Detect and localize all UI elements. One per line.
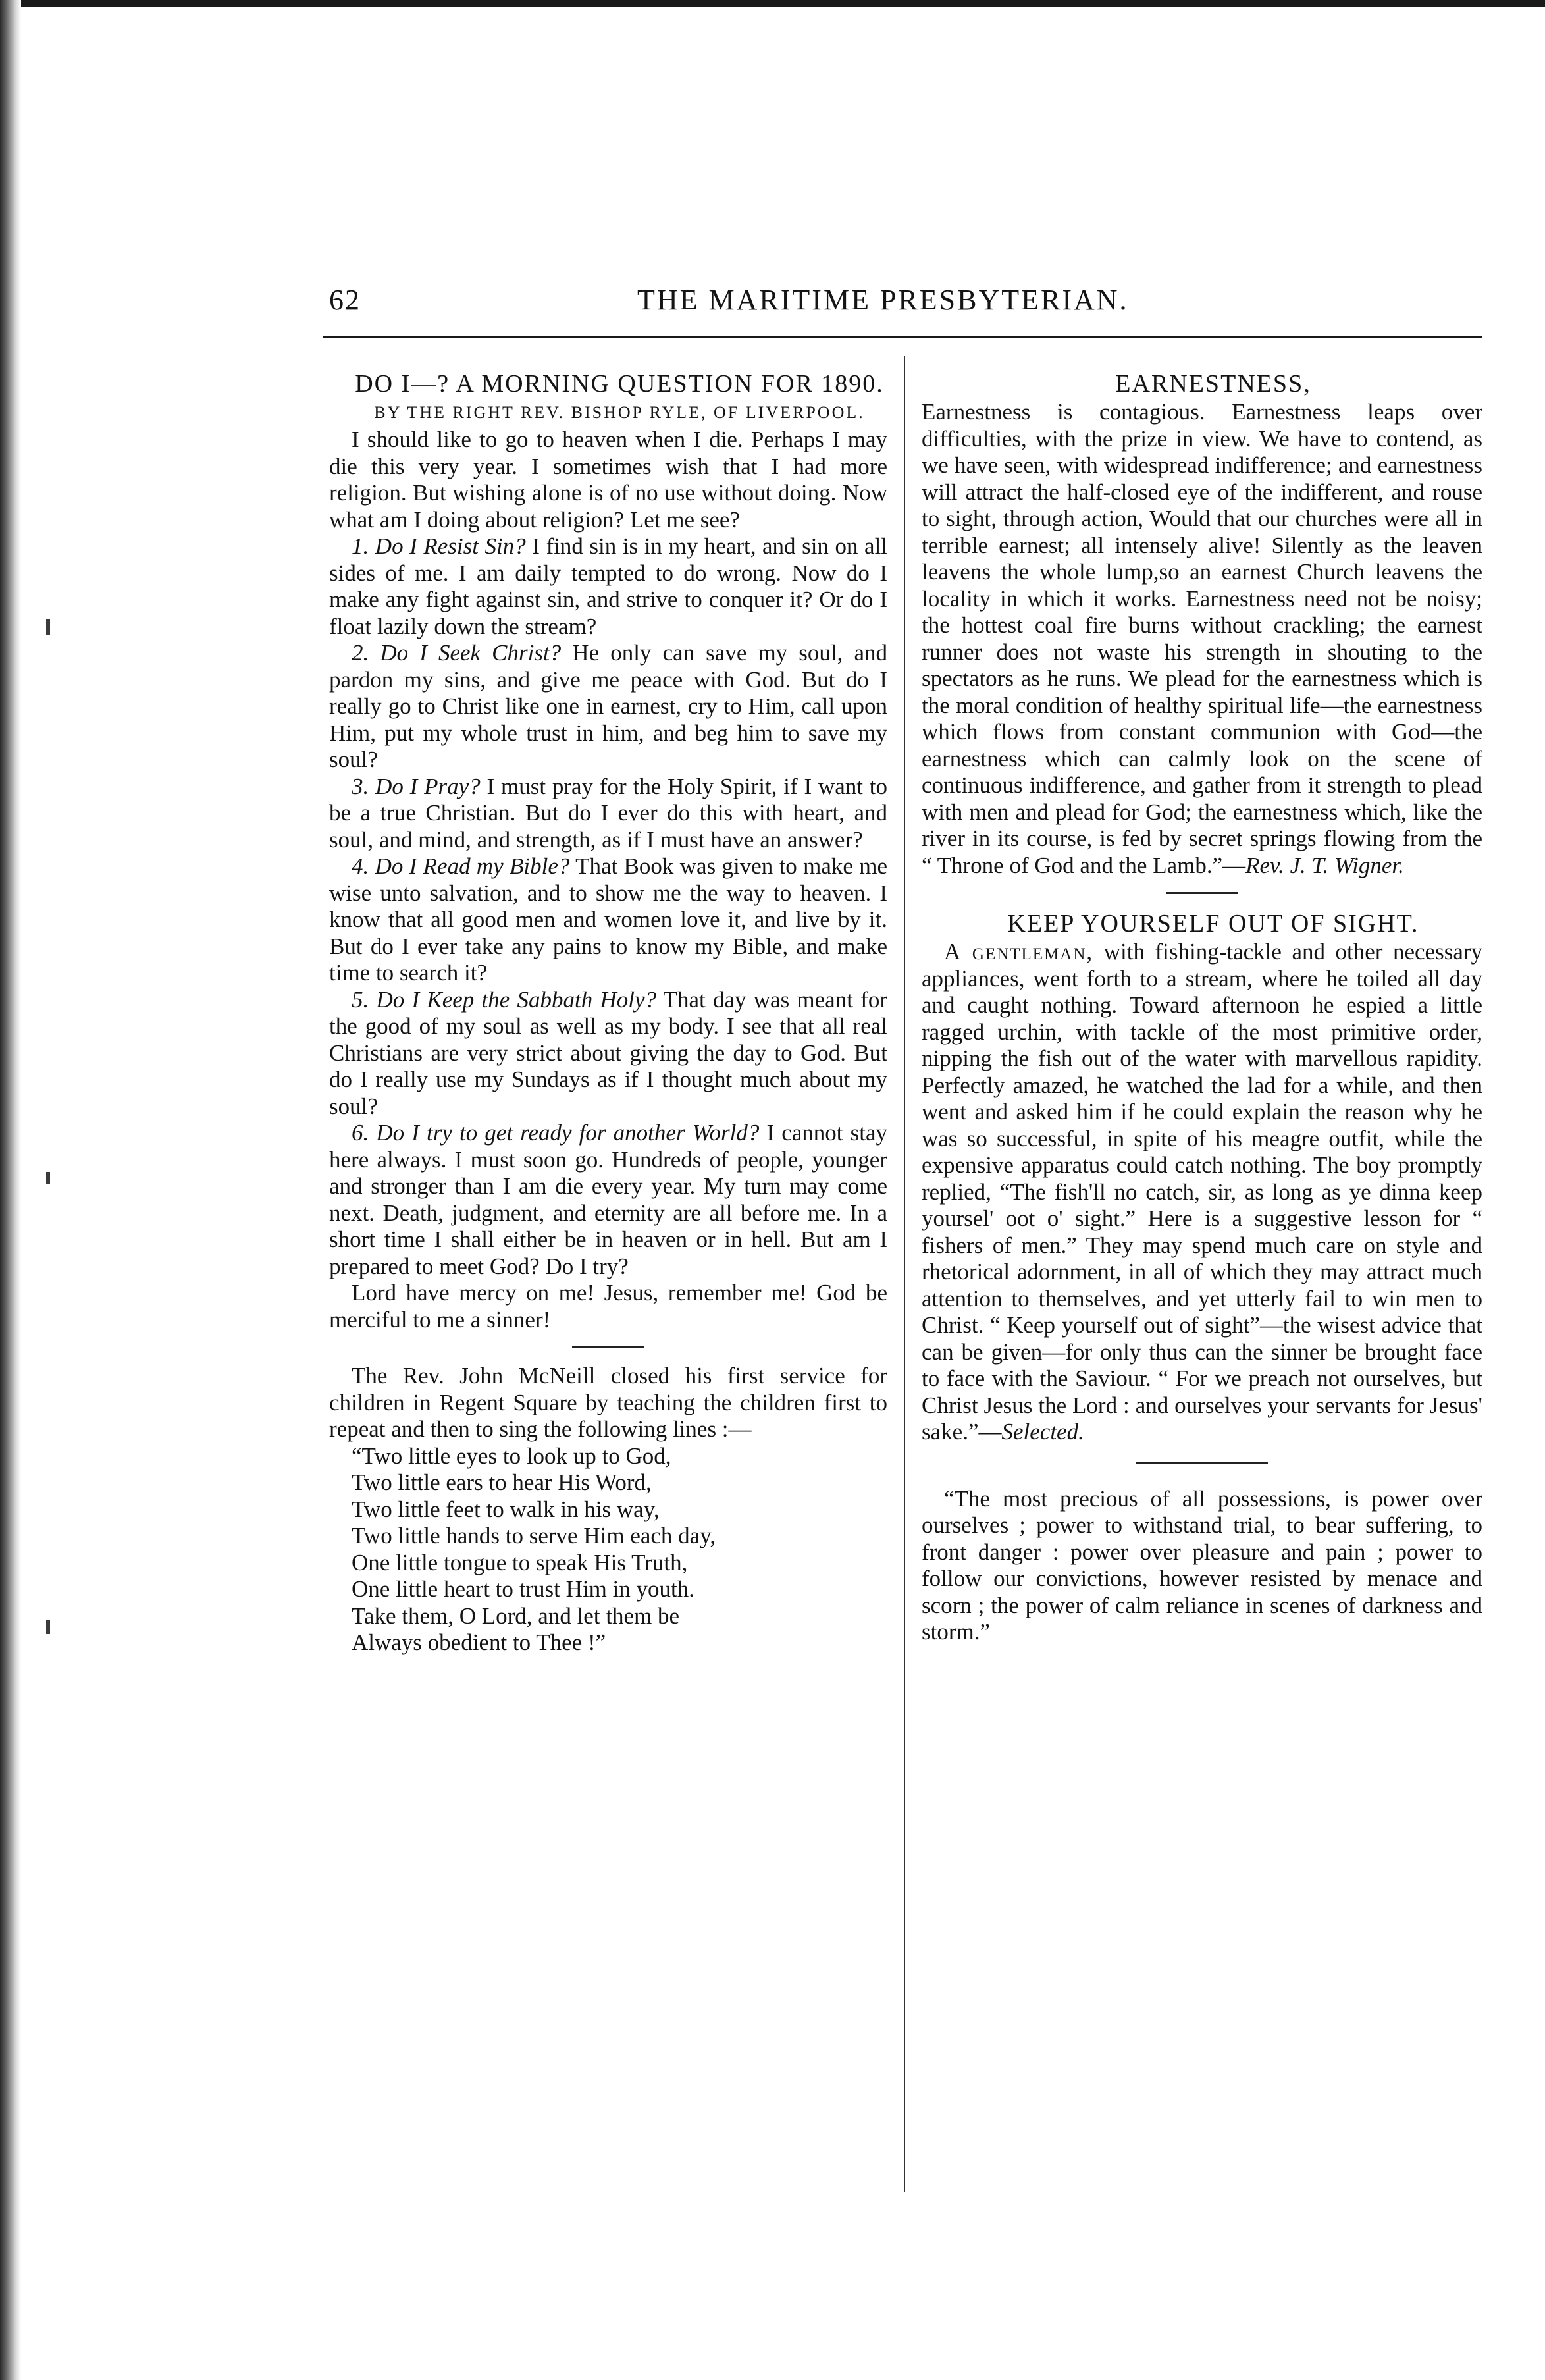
- article-byline: BY THE RIGHT REV. BISHOP RYLE, OF LIVERPOOL.: [374, 403, 865, 422]
- question-heading: 1. Do I Resist Sin?: [352, 533, 526, 559]
- left-column: [329, 369, 887, 1656]
- scan-speck: [46, 619, 50, 635]
- article-attribution: Rev. J. T. Wigner.: [1245, 852, 1404, 878]
- section-separator: [1166, 892, 1238, 894]
- question-heading: 5. Do I Keep the Sabbath Holy?: [352, 986, 657, 1013]
- question-text: I must pray for the Holy Spirit, if I want to be a true Christian. But do I ever do this with heart, and soul, and mind, and strength, as if I must have an answer?: [329, 773, 888, 853]
- question-item: [329, 640, 887, 774]
- question-item: [329, 1120, 887, 1280]
- question-item: [329, 774, 887, 854]
- poem-line: Take them, O Lord, and let them be: [352, 1602, 680, 1629]
- article-body: Earnestness is contagious. Earnestness leaps over difficulties, with the prize in view. We have to contend, as we have seen, with widespread indifference; and earnestness will attract the half-closed eye of the indifferent, and rouse to sight, through action, Would that our churches were all in terrible earnest; all intensely alive! Silently as the leaven leavens the whole lump,so an earnest Church leavens the locality in which it works. Earnestness need not be noisy; the hottest coal fire burns without crackling; the earnest runner does not waste his strength in shouting to the spectators as he runs. We plead for the earnestness which is the moral condition of healthy spiritual life—the earnestness which flows from constant communion with God—the earnestness which can calmly look on the scene of continuous indifference, and gather from it strength to plead with men and plead for God; the earnestness which, like the river in its course, is fed by secret springs flowing from the “ Throne of God and the Lamb.”—: [922, 399, 1482, 878]
- article-body: with fishing-tackle and other necessary appliances, went forth to a stream, where he toiled all day and caught nothing. Toward afternoon he espied a little ragged urchin, with tackle of the most primitive order, nipping the fish out of the water with marvellous rapidity. Perfectly amazed, he watched the lad for a while, and then went and asked him if he could explain the reason why he was so successful, in spite of his meagre outfit, while the expensive apparatus could catch nothing. The boy promptly replied, “The fish'll no catch, sir, as long as ye dinna keep yoursel' oot o' sight.” Here is a suggestive lesson for “ fishers of men.” They may spend much care on style and rhetorical adornment, in all of which they may attract much attention to themselves, and yet utterly fail to win men to Christ. “ Keep yourself out of sight”—the wisest advice that can be given—for only thus can the sinner be brought face to face with the Saviour. “ For we preach not ourselves, but Christ Jesus the Lord : and ourselves your servants for Jesus' sake.”—: [922, 939, 1483, 1444]
- question-text: He only can save my soul, and pardon my sins, and give me peace with God. But do I really go to Christ like one in earnest, cry to Him, call upon Him, put my whole trust in him, and beg him to save my soul?: [329, 640, 887, 772]
- poem-line: Two little ears to hear His Word,: [352, 1469, 652, 1495]
- poem-line: “Two little eyes to look up to God,: [352, 1442, 671, 1469]
- question-heading: 2. Do I Seek Christ?: [352, 640, 562, 666]
- poem-line: Always obedient to Thee !”: [352, 1629, 606, 1655]
- article-paragraph: I should like to go to heaven when I die. Perhaps I may die this very year. I sometimes wish that I had more religion. But wishing alone is of no use without doing. Now what am I doing about religion? Let me see?: [329, 427, 887, 533]
- article-paragraph: The Rev. John McNeill closed his first service for children in Regent Square by teaching the children first to repeat and then to sing the following lines :—: [329, 1363, 887, 1442]
- question-heading: 4. Do I Read my Bible?: [352, 853, 570, 879]
- column-divider: [904, 356, 905, 2192]
- question-item: [329, 533, 887, 640]
- article-paragraph: [922, 399, 1482, 879]
- quotation-block: [922, 1486, 1482, 1646]
- quotation-text: “The most precious of all possessions, is power over ourselves ; power to withstand trial, to bear suffering, to front danger : power over pleasure and pain ; power to follow our convictions, however resisted by menace and scorn ; the power of calm reliance in scenes of darkness and storm.”: [922, 1485, 1482, 1645]
- scan-speck: [46, 1620, 50, 1634]
- page-number: 62: [329, 284, 361, 316]
- scan-left-edge: [0, 0, 21, 2380]
- question-text: I find sin is in my heart, and sin on all sides of me. I am daily tempted to do wrong. Now do I make any fight against sin, and strive to conquer it? Or do I float lazily down the stream?: [329, 533, 888, 639]
- scan-speck: [46, 1172, 50, 1184]
- question-text: That Book was given to make me wise unto salvation, and to show me the way to heaven. I know that all good men and women love it, and live by it. But do I ever take any pains to know my Bible, and make time to search it?: [329, 853, 887, 986]
- article-attribution: Selected.: [1001, 1419, 1084, 1444]
- header-rule: [323, 336, 1482, 338]
- poem-line: Two little hands to serve Him each day,: [352, 1523, 716, 1548]
- scan-top-edge: [0, 0, 1545, 7]
- section-separator: [572, 1346, 644, 1348]
- poem: [329, 1443, 887, 1656]
- question-item: [329, 853, 887, 987]
- poem-line: One little tongue to speak His Truth,: [352, 1549, 688, 1575]
- article-paragraph: [922, 939, 1482, 1446]
- article-title: DO I—? A MORNING QUESTION FOR 1890.: [355, 370, 884, 398]
- question-item: [329, 987, 887, 1121]
- lead-small-caps: A gentleman,: [944, 939, 1094, 965]
- question-heading: 3. Do I Pray?: [352, 773, 481, 799]
- closing-prayer: Lord have mercy on me! Jesus, remember me! God be merciful to me a sinner!: [329, 1280, 887, 1333]
- poem-line: One little heart to trust Him in youth.: [352, 1576, 695, 1602]
- poem-line: Two little feet to walk in his way,: [352, 1496, 660, 1522]
- question-text: I cannot stay here always. I must soon go. Hundreds of people, younger and stronger than I am die every year. My turn may come next. Death, judgment, and eternity are all before me. In a short time I shall either be in heaven or in hell. But am I prepared to meet God? Do I try?: [329, 1120, 888, 1279]
- question-text: That day was meant for the good of my soul as well as my body. I see that all real Christians are very strict about giving the day to God. But do I really use my Sundays as if I thought much about my soul?: [329, 986, 887, 1119]
- journal-title: THE MARITIME PRESBYTERIAN.: [637, 284, 1129, 316]
- question-heading: 6. Do I try to get ready for another World?: [352, 1120, 760, 1146]
- right-column: [922, 369, 1482, 1646]
- running-head: [329, 283, 1481, 323]
- article-title: KEEP YOURSELF OUT OF SIGHT.: [1007, 910, 1419, 938]
- article-title: EARNESTNESS,: [1115, 370, 1311, 398]
- section-separator: [1136, 1462, 1268, 1464]
